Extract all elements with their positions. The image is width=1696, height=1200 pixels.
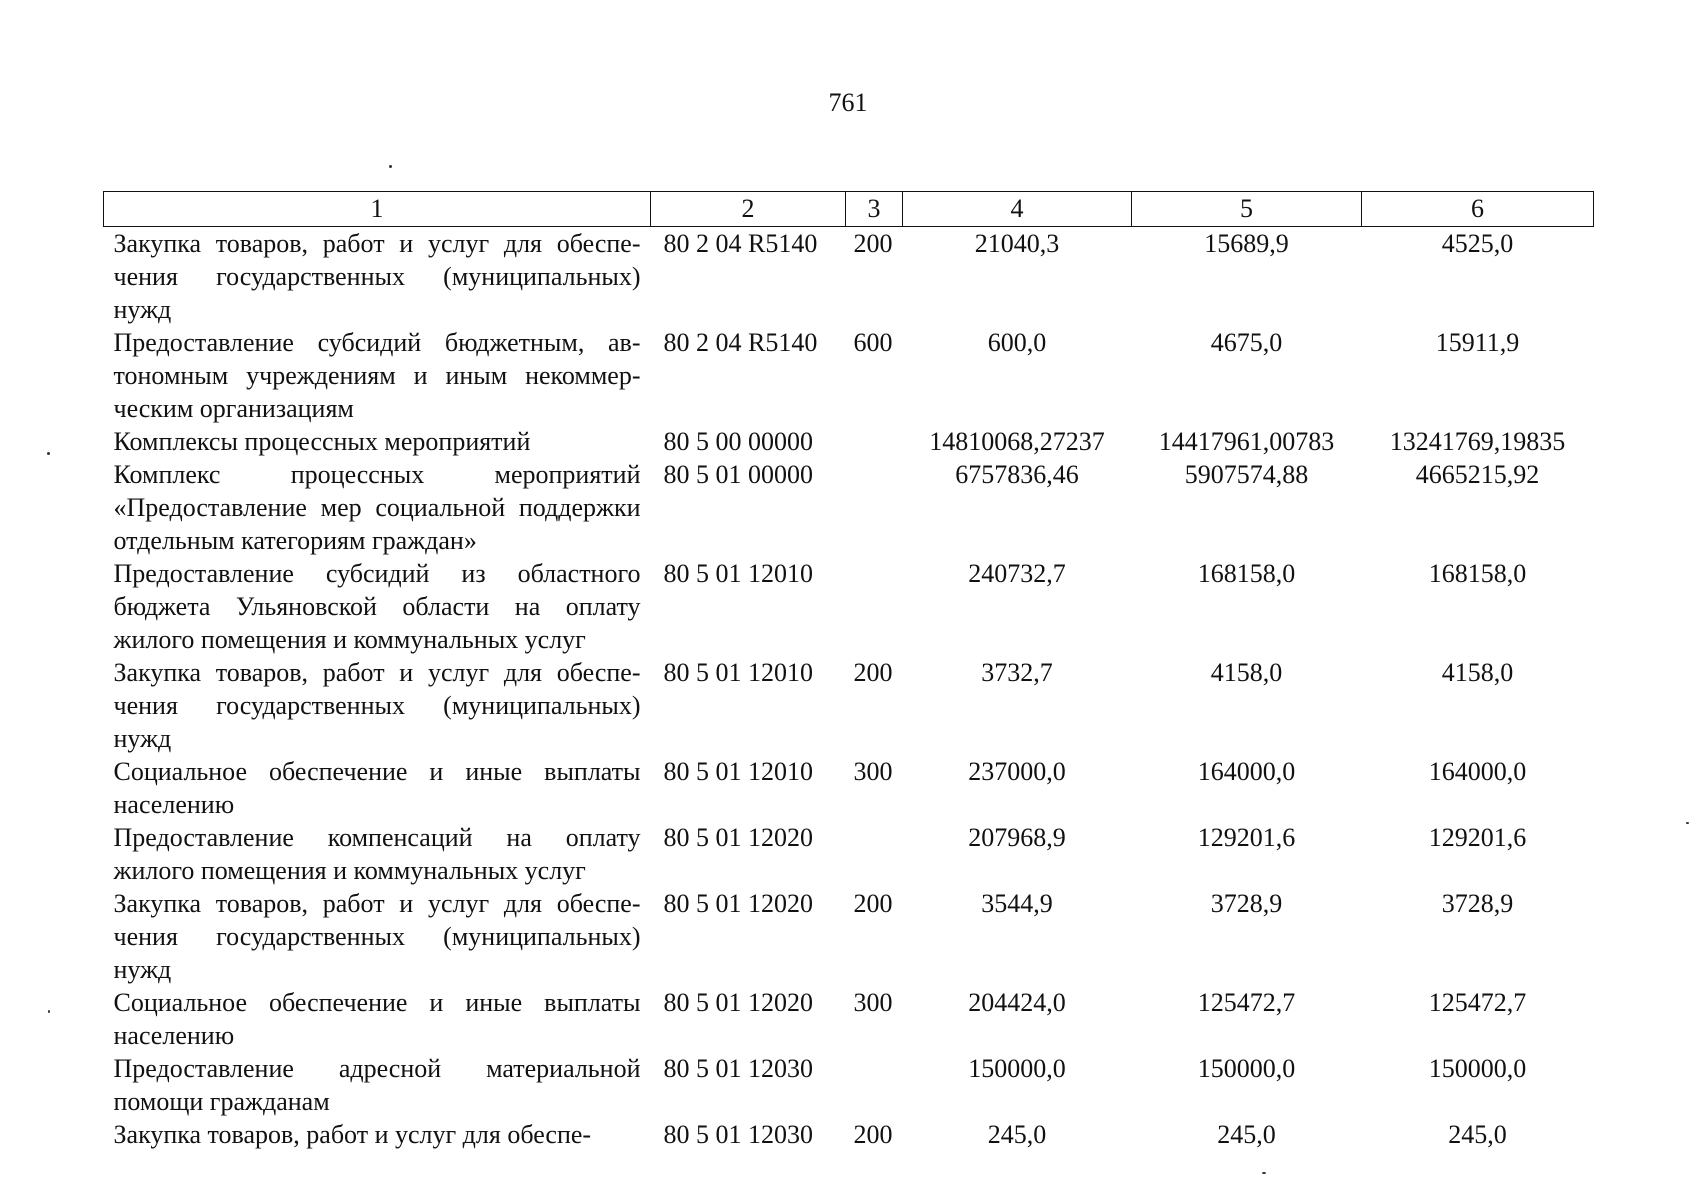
scan-speck: [389, 165, 392, 168]
scan-speck: [1262, 1172, 1266, 1174]
row-expense-type: 200: [853, 1120, 893, 1149]
table-row: [104, 227, 1594, 327]
row-value-6: 15911,9: [1435, 328, 1520, 357]
row-value-4: 6757836,46: [955, 460, 1079, 489]
row-value-4: 21040,3: [974, 229, 1060, 258]
row-code: 80 5 01 12010: [663, 757, 813, 786]
row-value-4: 3544,9: [981, 889, 1053, 918]
row-name: Предоставление субсидий из областного бюджета Ульяновской области на оплату жилого помещения и коммунальных услуг: [113, 559, 641, 654]
scan-speck: [47, 452, 50, 455]
row-name: Комплекс процессных мероприятий «Предоставление мер социальной поддержки отдельным категориям граждан»: [113, 460, 641, 555]
row-expense-type: 200: [853, 658, 893, 687]
row-code: 80 5 00 00000: [663, 427, 813, 456]
column-header-3: 3: [846, 192, 903, 227]
table-row: [104, 1052, 1594, 1118]
row-value-6: 125472,7: [1428, 988, 1527, 1017]
column-header-6: 6: [1362, 192, 1594, 227]
row-expense-type: [846, 425, 903, 458]
budget-table: [103, 191, 1594, 1151]
row-name: Закупка товаров, работ и услуг для обеспечения государственных (муниципальных) нужд: [113, 889, 641, 984]
row-code: 80 5 01 12010: [663, 658, 813, 687]
row-value-5: 15689,9: [1204, 229, 1289, 258]
column-header-5: 5: [1132, 192, 1362, 227]
table-row: [104, 986, 1594, 1052]
row-value-5: 125472,7: [1197, 988, 1296, 1017]
row-value-4: 237000,0: [968, 757, 1066, 786]
table-row: [104, 887, 1594, 986]
row-name: Закупка товаров, работ и услуг для обеспечения государственных (муниципальных) нужд: [113, 658, 641, 753]
row-code: 80 5 01 12020: [663, 988, 813, 1017]
row-value-6: 3728,9: [1441, 889, 1514, 918]
row-expense-type: 200: [853, 229, 893, 258]
row-value-5: 3728,9: [1210, 889, 1283, 918]
row-value-5: 245,0: [1217, 1120, 1276, 1149]
row-value-5: 129201,6: [1197, 823, 1296, 852]
table-row: [104, 821, 1594, 887]
table-row: [104, 755, 1594, 821]
row-value-6: 150000,0: [1428, 1054, 1527, 1083]
row-value-6: 245,0: [1448, 1120, 1507, 1149]
scan-speck: [1686, 822, 1689, 824]
row-value-6: 168158,0: [1428, 559, 1527, 588]
row-code: 80 5 01 12020: [663, 889, 813, 918]
row-value-4: 204424,0: [968, 988, 1066, 1017]
row-expense-type: [846, 557, 903, 656]
row-expense-type: 200: [853, 889, 893, 918]
row-expense-type: [846, 821, 903, 887]
row-value-6: 13241769,19835: [1389, 427, 1566, 456]
row-value-4: 245,0: [987, 1120, 1047, 1149]
row-value-6: 4525,0: [1441, 229, 1514, 258]
row-value-5: 5907574,88: [1184, 460, 1309, 489]
header-row: [104, 192, 1594, 227]
row-name: Предоставление компенсаций на оплату жилого помещения и коммунальных услуг: [113, 823, 641, 885]
row-value-5: 14417961,00783: [1158, 427, 1335, 456]
row-value-6: 164000,0: [1428, 757, 1527, 786]
row-code: 80 5 01 12010: [663, 559, 813, 588]
column-header-4: 4: [903, 192, 1132, 227]
row-code: 80 2 04 R5140: [663, 328, 818, 357]
row-value-6: 4665215,92: [1415, 460, 1540, 489]
table-row: [104, 656, 1594, 755]
row-value-4: 600,0: [987, 328, 1047, 357]
row-name: Предоставление адресной материальной помощи гражданам: [113, 1054, 641, 1116]
row-value-4: 207968,9: [968, 823, 1066, 852]
page-number: 761: [828, 88, 868, 117]
row-value-6: 129201,6: [1428, 823, 1527, 852]
column-header-1: 1: [104, 192, 651, 227]
row-name: Социальное обеспечение и иные выплаты населению: [113, 757, 641, 819]
table-row: [104, 1118, 1594, 1151]
row-code: 80 5 01 12030: [663, 1054, 813, 1083]
table-row: [104, 425, 1594, 458]
row-value-6: 4158,0: [1441, 658, 1514, 687]
row-expense-type: 600: [853, 328, 893, 357]
row-value-5: 150000,0: [1197, 1054, 1296, 1083]
row-code: 80 2 04 R5140: [663, 229, 818, 258]
row-value-4: 240732,7: [968, 559, 1066, 588]
row-name: Закупка товаров, работ и услуг для обеспе-: [113, 1120, 592, 1149]
row-name: Предоставление субсидий бюджетным, автономным учреждениям и иным некоммерческим организациям: [113, 328, 641, 423]
row-expense-type: [846, 1052, 903, 1118]
row-expense-type: 300: [853, 988, 893, 1017]
row-value-5: 168158,0: [1197, 559, 1296, 588]
column-header-2: 2: [651, 192, 846, 227]
row-code: 80 5 01 12030: [663, 1120, 813, 1149]
row-value-4: 150000,0: [968, 1054, 1066, 1083]
table-row: [104, 557, 1594, 656]
table-row: [104, 326, 1594, 425]
row-code: 80 5 01 00000: [663, 460, 813, 489]
row-value-5: 4675,0: [1210, 328, 1283, 357]
row-expense-type: [846, 458, 903, 557]
row-value-5: 164000,0: [1197, 757, 1296, 786]
row-code: 80 5 01 12020: [663, 823, 813, 852]
row-name: Социальное обеспечение и иные выплаты населению: [113, 988, 641, 1050]
scan-speck: [48, 1010, 50, 1013]
row-value-4: 14810068,27237: [929, 427, 1105, 456]
row-name: Комплексы процессных мероприятий: [113, 427, 531, 456]
row-expense-type: 300: [853, 757, 893, 786]
table-row: [104, 458, 1594, 557]
row-name: Закупка товаров, работ и услуг для обеспечения государственных (муниципальных) нужд: [113, 229, 641, 324]
row-value-4: 3732,7: [981, 658, 1053, 687]
row-value-5: 4158,0: [1210, 658, 1283, 687]
